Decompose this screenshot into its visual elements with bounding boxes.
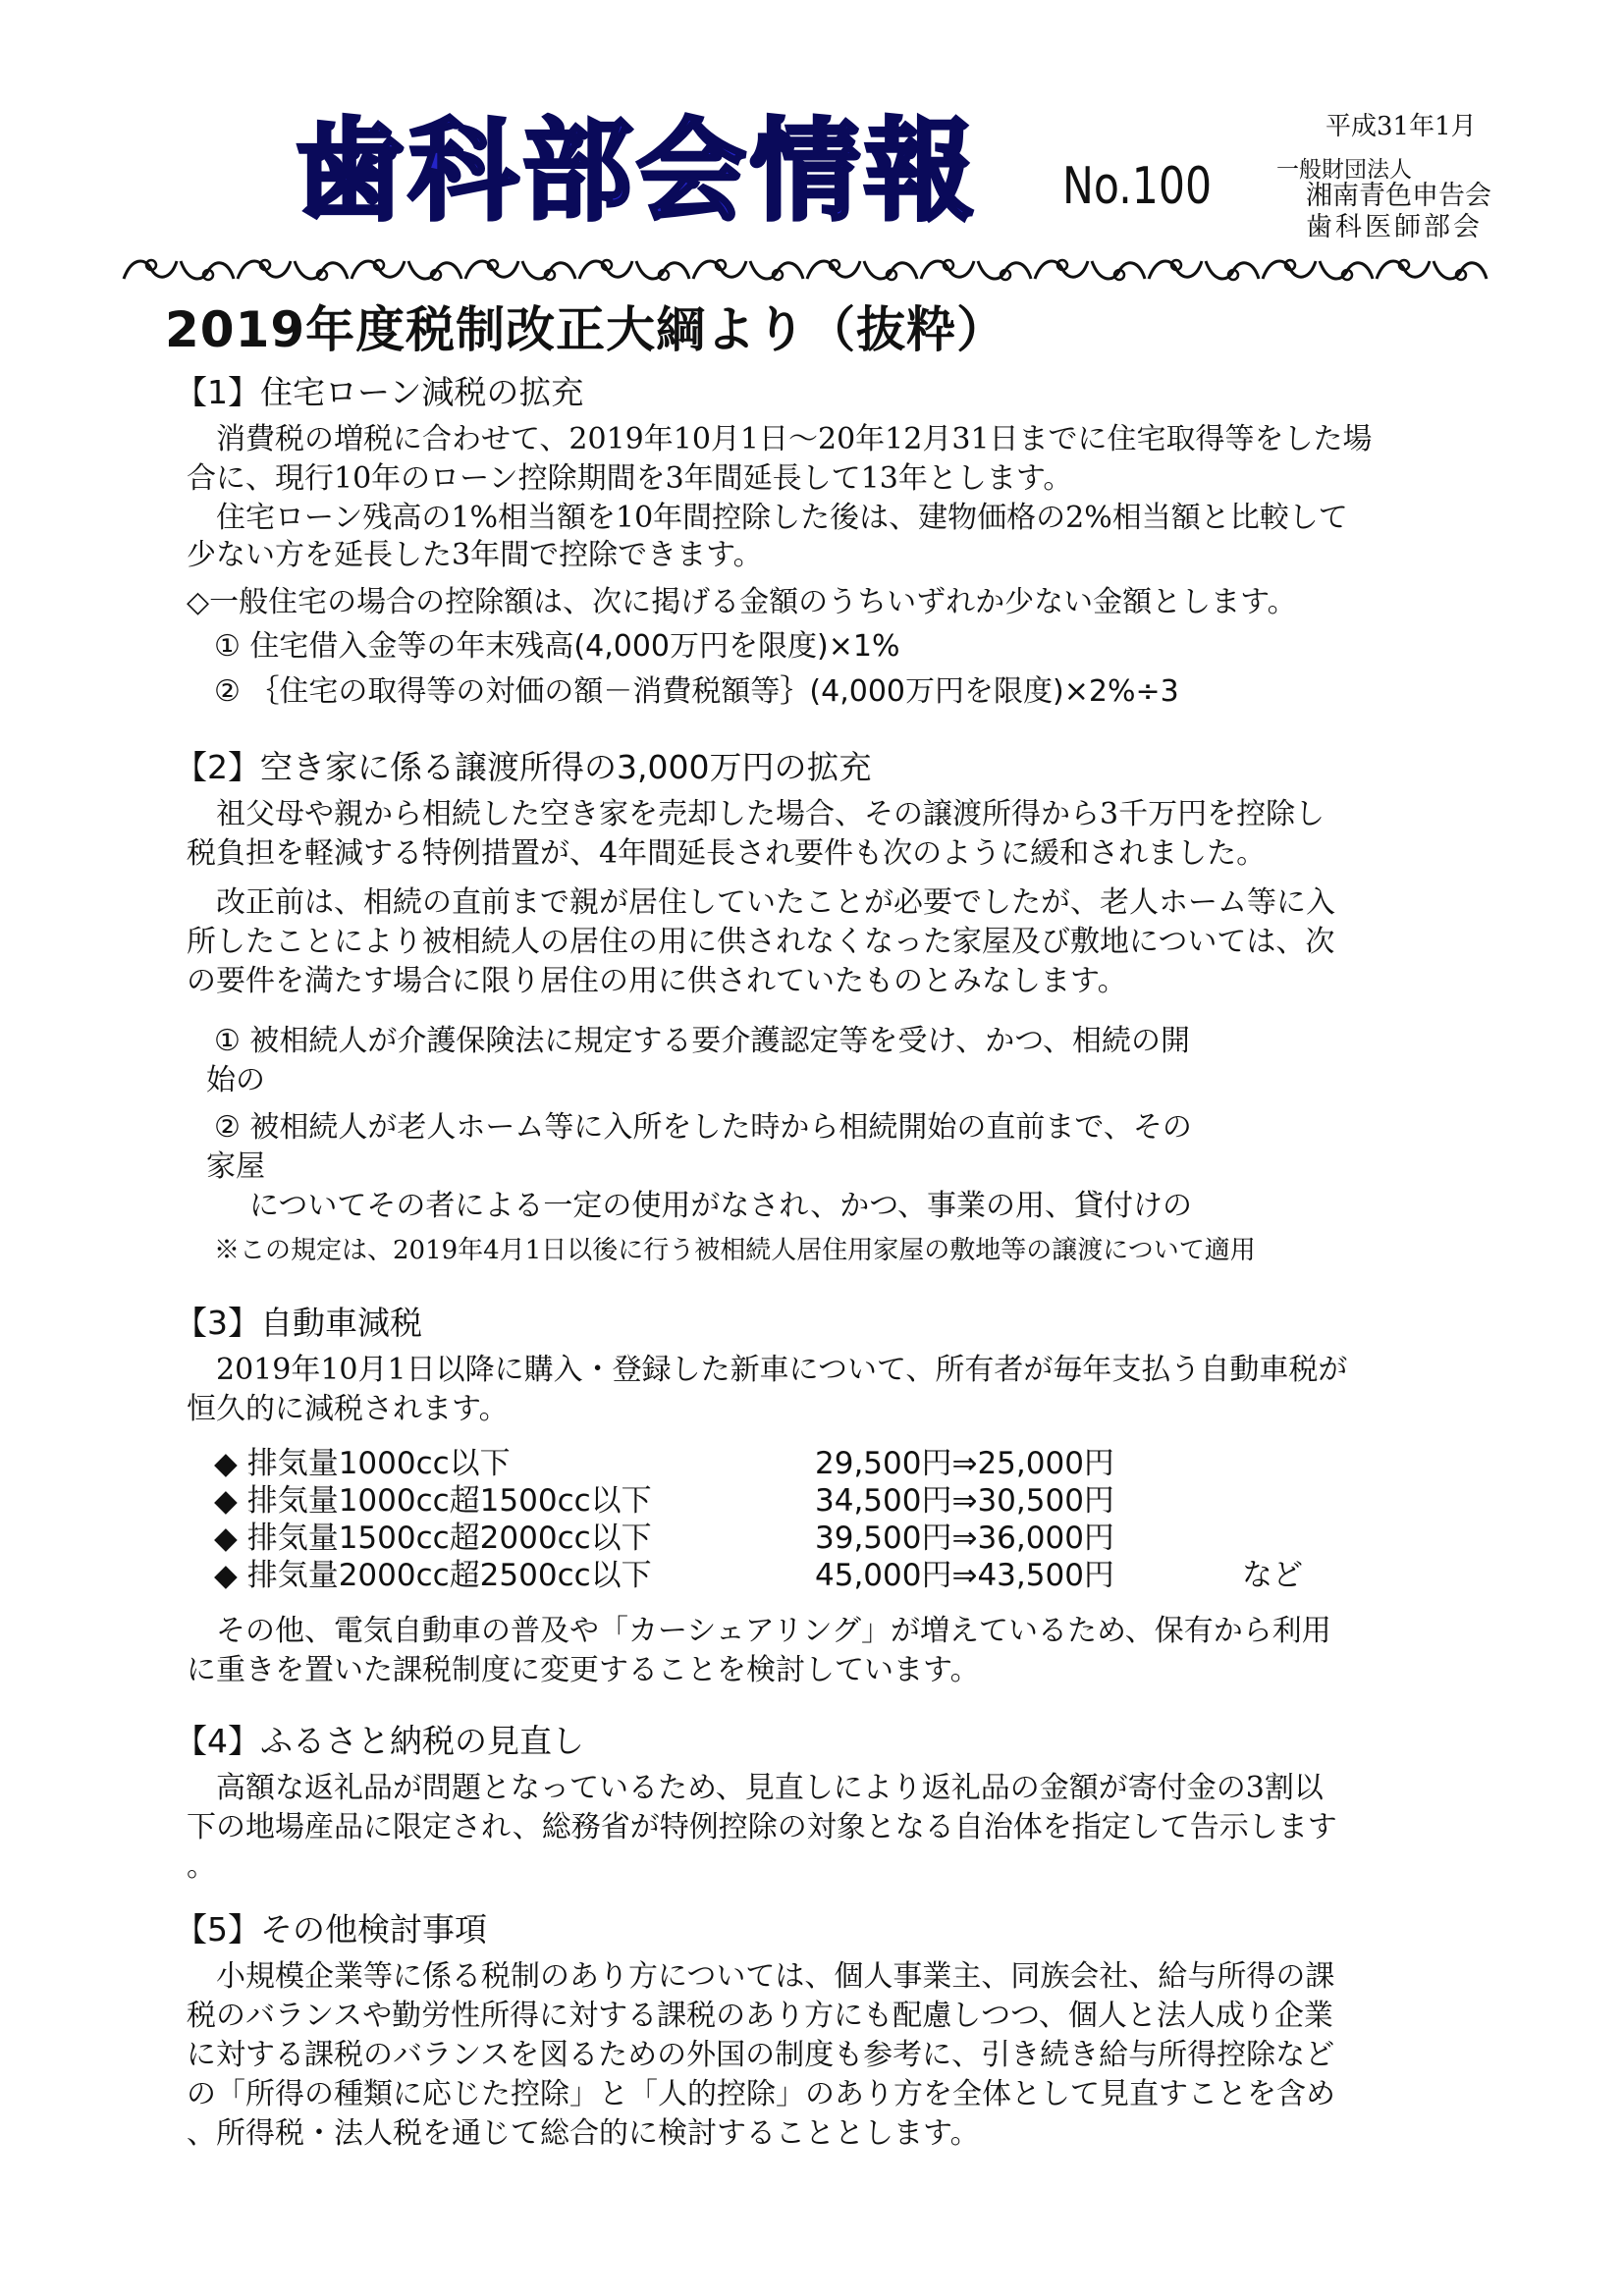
section-3-title: 【3】自動車減税: [175, 1304, 422, 1342]
tax-row-label: ◆ 排気量1500cc超2000cc以下: [214, 1521, 652, 1556]
issue-date: 平成31年1月: [1325, 112, 1477, 141]
section-2-para: 税負担を軽減する特例措置が、4年間延長され要件も次のように緩和されました。: [187, 836, 1267, 871]
section-2-title: 【2】空き家に係る譲渡所得の3,000万円の拡充: [175, 748, 872, 786]
section-1-para: ◇一般住宅の場合の控除額は、次に掲げる金額のうちいずれか少ない金額とします。: [187, 585, 1297, 619]
section-1-item: ① 住宅借入金等の年末残高(4,000万円を限度)×1%: [214, 629, 900, 664]
ornament-motif: [1092, 261, 1145, 280]
section-4-para: 下の地場産品に限定され、総務省が特例控除の対象となる自治体を指定して告示します: [187, 1810, 1337, 1844]
section-4-title: 【4】ふるさと納税の見直し: [175, 1722, 584, 1760]
section-2-item: についてその者による一定の使用がなされ、かつ、事業の用、貸付けの: [249, 1189, 1192, 1223]
ornament-motif: [1434, 261, 1487, 280]
ornament-motif: [408, 261, 461, 280]
org-name: 湘南青色申告会: [1306, 181, 1491, 211]
ornament-motif: [1035, 260, 1088, 279]
tax-row-value: 29,500円⇒25,000円: [815, 1446, 1114, 1481]
section-2-item: ② 被相続人が老人ホーム等に入所をした時から相続開始の直前まで、その: [214, 1110, 1192, 1145]
ornament-motif: [295, 261, 348, 280]
section-3-para: 2019年10月1日以降に購入・登録した新車について、所有者が毎年支払う自動車税が: [187, 1353, 1348, 1387]
headline: 2019年度税制改正大綱より（抜粋）: [165, 301, 1007, 358]
ornament-motif: [636, 261, 689, 280]
section-3-para: に重きを置いた課税制度に変更することを検討しています。: [187, 1653, 980, 1687]
masthead-title: 歯科部会情報: [295, 108, 978, 236]
ornament-motif: [750, 261, 803, 280]
org-division: 歯科医師部会: [1306, 212, 1483, 242]
section-2-para: の要件を満たす場合に限り居住の用に供されていたものとみなします。: [187, 964, 1127, 998]
section-5-para: の「所得の種類に応じた控除」と「人的控除」のあり方を全体として見直すことを含め: [187, 2077, 1335, 2111]
ornament-motif: [181, 261, 234, 280]
section-2-para: 祖父母や親から相続した空き家を売却した場合、その譲渡所得から3千万円を控除し: [187, 797, 1325, 831]
ornament-motif: [579, 260, 632, 279]
section-2-item: 始の: [206, 1063, 265, 1097]
section-5-para: 小規模企業等に係る税制のあり方については、個人事業主、同族会社、給与所得の課: [187, 1959, 1335, 1994]
section-4-para: 。: [187, 1849, 216, 1884]
ornament-motif: [978, 261, 1031, 280]
ornament-divider: [118, 253, 1512, 287]
tax-row-suffix: など: [1242, 1558, 1303, 1593]
section-1-item: ② ｛住宅の取得等の対価の額－消費税額等｝(4,000万円を限度)×2%÷3: [214, 674, 1179, 709]
tax-row-value: 34,500円⇒30,500円: [815, 1483, 1114, 1519]
tax-row-label: ◆ 排気量1000cc以下: [214, 1446, 511, 1481]
section-1-para: 少ない方を延長した3年間で控除できます。: [187, 538, 763, 572]
section-1-title: 【1】住宅ローン減税の拡充: [175, 373, 584, 411]
section-1-para: 合に、現行10年のローン控除期間を3年間延長して13年とします。: [187, 461, 1073, 496]
ornament-motif: [1206, 261, 1259, 280]
section-3-para: 恒久的に減税されます。: [187, 1392, 509, 1426]
section-4-para: 高額な返礼品が問題となっているため、見直しにより返礼品の金額が寄付金の3割以: [187, 1771, 1324, 1805]
ornament-motif: [124, 260, 177, 279]
ornament-motif: [693, 260, 746, 279]
section-3-para: その他、電気自動車の普及や「カーシェアリング」が増えているため、保有から利用: [187, 1614, 1331, 1648]
ornament-motif: [1320, 261, 1373, 280]
issue-number: No.100: [1062, 157, 1213, 216]
ornament-motif: [807, 260, 860, 279]
ornament-motif: [921, 260, 974, 279]
section-5-para: 税のバランスや勤労性所得に対する課税のあり方にも配慮しつつ、個人と法人成り企業: [187, 1999, 1333, 2033]
section-2-para: 改正前は、相続の直前まで親が居住していたことが必要でしたが、老人ホーム等に入: [187, 885, 1335, 920]
tax-row-value: 45,000円⇒43,500円: [815, 1558, 1114, 1593]
org-type: 一般財団法人: [1276, 157, 1412, 183]
tax-row-label: ◆ 排気量1000cc超1500cc以下: [214, 1483, 652, 1519]
section-5-title: 【5】その他検討事項: [175, 1910, 487, 1949]
ornament-motif: [352, 260, 405, 279]
ornament-motif: [1149, 260, 1202, 279]
ornament-motif: [1263, 260, 1316, 279]
section-1-para: 住宅ローン残高の1%相当額を10年間控除した後は、建物価格の2%相当額と比較して: [187, 501, 1348, 535]
section-2-item: 家屋: [206, 1149, 265, 1184]
ornament-motif: [465, 260, 518, 279]
tax-row-label: ◆ 排気量2000cc超2500cc以下: [214, 1558, 652, 1593]
masthead: [295, 98, 1041, 245]
ornament-motif: [522, 261, 575, 280]
section-2-note: ※この規定は、2019年4月1日以後に行う被相続人居住用家屋の敷地等の譲渡について適用: [214, 1236, 1256, 1265]
ornament-motif: [1377, 260, 1430, 279]
ornament-motif: [864, 261, 917, 280]
section-5-para: に対する課税のバランスを図るための外国の制度も参考に、引き続き給与所得控除など: [187, 2038, 1335, 2072]
section-2-item: ① 被相続人が介護保険法に規定する要介護認定等を受け、かつ、相続の開: [214, 1024, 1191, 1058]
tax-row-value: 39,500円⇒36,000円: [815, 1521, 1114, 1556]
section-2-para: 所したことにより被相続人の居住の用に供されなくなった家屋及び敷地については、次: [187, 925, 1335, 959]
section-1-para: 消費税の増税に合わせて、2019年10月1日～20年12月31日までに住宅取得等をした場: [187, 422, 1373, 456]
section-5-para: 、所得税・法人税を通じて総合的に検討することとします。: [187, 2116, 980, 2151]
ornament-motif: [238, 260, 291, 279]
